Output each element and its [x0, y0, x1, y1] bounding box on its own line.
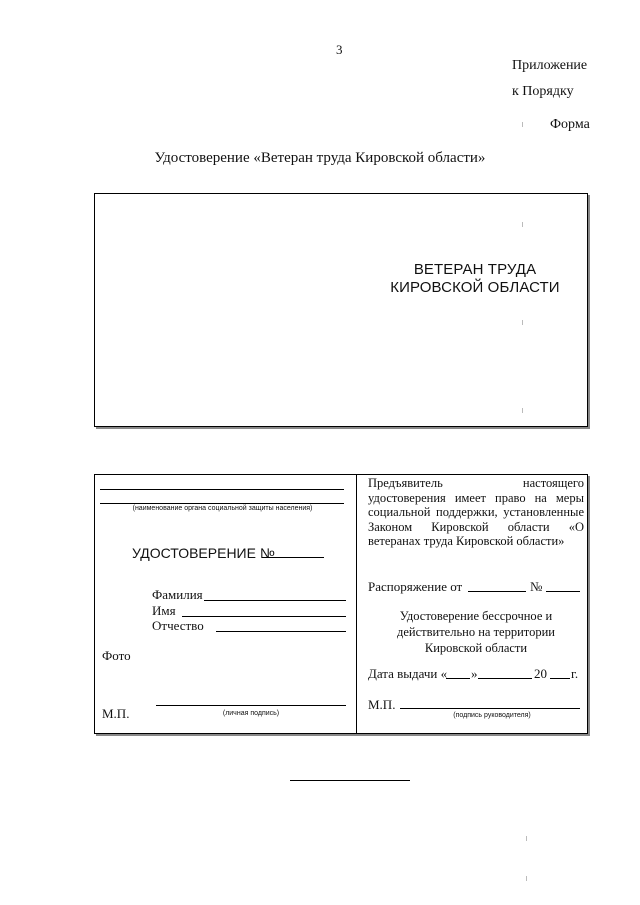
scan-artifact [522, 122, 523, 127]
right-stamp-label: М.П. [368, 697, 396, 712]
issue-year-suffix: г. [571, 666, 579, 681]
cover-title-line1: ВЕТЕРАН ТРУДА [413, 261, 537, 278]
scan-artifact [526, 876, 527, 881]
issue-month-line [478, 678, 532, 679]
cover-title-line2: КИРОВСКОЙ ОБЛАСТИ [390, 279, 560, 296]
issue-year-line [550, 678, 570, 679]
validity-statement: Удостоверение бессрочное и действительно на территории Кировской области [397, 609, 555, 655]
org-name-line-1 [100, 489, 344, 490]
order-date-line [468, 591, 526, 592]
org-name-caption: (наименование органа социальной защиты населения) [132, 505, 313, 512]
scan-artifact [522, 408, 523, 413]
personal-signature-caption: (личная подпись) [222, 710, 280, 717]
page-number: 3 [336, 42, 343, 57]
patronymic-line [216, 631, 346, 632]
name-label: Имя [152, 603, 176, 618]
head-signature-caption: (подпись руководителя) [453, 712, 531, 719]
issue-date-label: Дата выдачи « [368, 666, 448, 681]
left-stamp-label: М.П. [102, 706, 130, 721]
order-label: Распоряжение от [368, 579, 463, 594]
issue-year-prefix: 20 [534, 666, 547, 681]
card-fold-divider [356, 474, 357, 733]
scan-artifact [522, 222, 523, 227]
head-signature-line [400, 708, 580, 709]
appendix-label: Приложение [512, 58, 588, 73]
issue-date-close-quote: » [471, 666, 478, 681]
certificate-number-label: УДОСТОВЕРЕНИЕ № [132, 545, 275, 561]
order-number-line [546, 591, 580, 592]
certificate-number-line [262, 557, 324, 558]
appendix-reference: к Порядку [512, 84, 574, 99]
surname-line [204, 600, 346, 601]
issue-day-line [446, 678, 470, 679]
surname-label: Фамилия [152, 587, 203, 602]
name-line [182, 616, 346, 617]
document-title: Удостоверение «Ветеран труда Кировской области» [154, 150, 486, 166]
photo-label: Фото [102, 648, 131, 663]
org-name-line-2 [100, 503, 344, 504]
patronymic-label: Отчество [152, 618, 204, 633]
cover-title [375, 261, 575, 297]
rights-statement: Предъявитель настоящего удостоверения имеет право на меры социальной поддержки, установленные Законом Кировской области «О ветеранах труда Кировской области» [368, 476, 584, 548]
scan-artifact [526, 836, 527, 841]
form-label: Форма [550, 117, 590, 132]
footer-rule [290, 780, 410, 781]
scan-artifact [522, 320, 523, 325]
certificate-cover [94, 193, 588, 427]
order-number-label: № [530, 579, 543, 594]
personal-signature-line [156, 705, 346, 706]
